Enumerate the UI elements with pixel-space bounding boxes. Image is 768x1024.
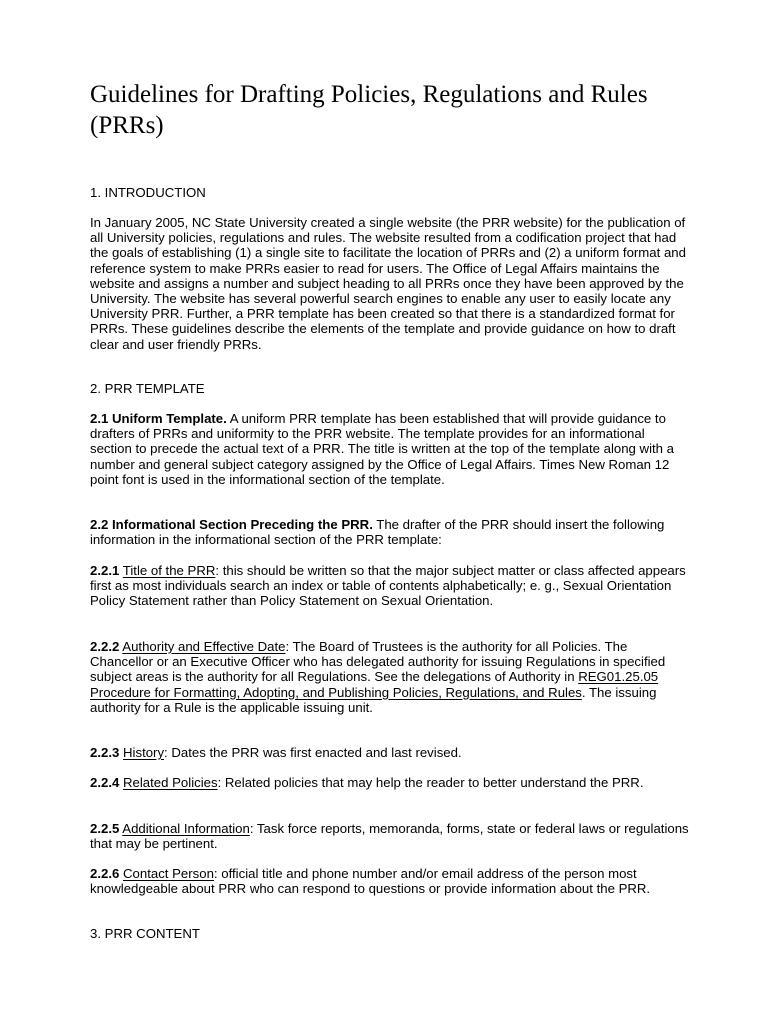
text-2-1: A uniform PRR template has been established that will provide guidance to drafters of PRRs and uniformity to the PRR website. The template provides for an informational section to precede the actual text of a PRR. The title is written at the top of the template along with a number and general subject category assigned by the Office of Legal Affairs. Times New Roman 12 point font is used in the informational section of the template.: [90, 411, 674, 487]
paragraph-2-2-4: [90, 775, 690, 790]
term-contact-person: Contact Person: [123, 866, 214, 881]
term-history: History: [123, 745, 165, 760]
paragraph-2-2-5: [90, 821, 690, 851]
paragraph-2-2-3: [90, 745, 690, 760]
document-title: Guidelines for Drafting Policies, Regulations and Rules (PRRs): [90, 81, 648, 139]
term-additional-information: Additional Information: [122, 821, 250, 836]
text-2-2-2b: . The issuing authority for a Rule is the applicable issuing unit.: [90, 684, 657, 715]
introduction-paragraph: In January 2005, NC State University created a single website (the PRR website) for the publication of all University policies, regulations and rules. The website resulted from a codification project that had the goals of establishing (1) a single site to facilitate the location of PRRs and (2) a uniform format and reference system to make PRRs easier to read for users. The Office of Legal Affairs maintains the website and assigns a number and subject heading to all PRRs once they have been approved by the University. The website has several powerful search engines to enable any user to easily locate any University PRR. Further, a PRR template has been created so that there is a standardized format for PRRs. These guidelines describe the elements of the template and provide guidance on how to draft clear and user friendly PRRs.: [90, 215, 686, 352]
paragraph-2-2: [90, 517, 690, 547]
text-2-2: The drafter of the PRR should insert the following information in the informational section of the PRR template:: [90, 517, 665, 548]
term-title-of-prr: Title of the PRR: [122, 563, 216, 578]
paragraph-2-2-6: [90, 866, 690, 896]
text-2-2-4: : Related policies that may help the reader to better understand the PRR.: [217, 775, 644, 790]
section-heading-prr-template: 2. PRR TEMPLATE: [90, 381, 205, 396]
text-2-2-2a: : The Board of Trustees is the authority for all Policies. The Chancellor or an Executive Officer who has delegated authority for issuing Regulations in specified subject areas is the authority for all Regulations. See the delegations of Authority in: [90, 639, 666, 685]
term-related-policies: Related Policies: [123, 775, 218, 790]
paragraph-2-1: [90, 411, 690, 487]
label-2-1: 2.1 Uniform Template.: [90, 411, 227, 426]
label-2-2: 2.2 Informational Section Preceding the PRR.: [90, 517, 373, 532]
section-heading-introduction: 1. INTRODUCTION: [90, 185, 206, 200]
text-2-2-5: : Task force reports, memoranda, forms, state or federal laws or regulations that may be pertinent.: [90, 821, 689, 852]
paragraph-2-2-1: [90, 563, 690, 609]
number-2-2-2: 2.2.2: [90, 639, 120, 654]
text-2-2-3: : Dates the PRR was first enacted and last revised.: [164, 745, 462, 760]
number-2-2-6: 2.2.6: [90, 866, 120, 881]
reg-01-25-05-link[interactable]: REG01.25.05 Procedure for Formatting, Adopting, and Publishing Policies, Regulations, and Rules: [90, 669, 659, 700]
text-2-2-6: : official title and phone number and/or email address of the person most knowledgeable about PRR who can respond to questions or provide information about the PRR.: [90, 866, 651, 897]
number-2-2-1: 2.2.1: [90, 563, 120, 578]
paragraph-2-2-2: [90, 639, 690, 715]
section-heading-prr-content: 3. PRR CONTENT: [90, 926, 200, 941]
text-2-2-1: : this should be written so that the major subject matter or class affected appears first as most individuals search an index or table of contents alphabetically; e. g., Sexual Orientation Policy Statement rather than Policy Statement on Sexual Orientation.: [90, 563, 686, 609]
term-authority-effective-date: Authority and Effective Date: [122, 639, 286, 654]
number-2-2-4: 2.2.4: [90, 775, 120, 790]
number-2-2-5: 2.2.5: [90, 821, 120, 836]
number-2-2-3: 2.2.3: [90, 745, 120, 760]
